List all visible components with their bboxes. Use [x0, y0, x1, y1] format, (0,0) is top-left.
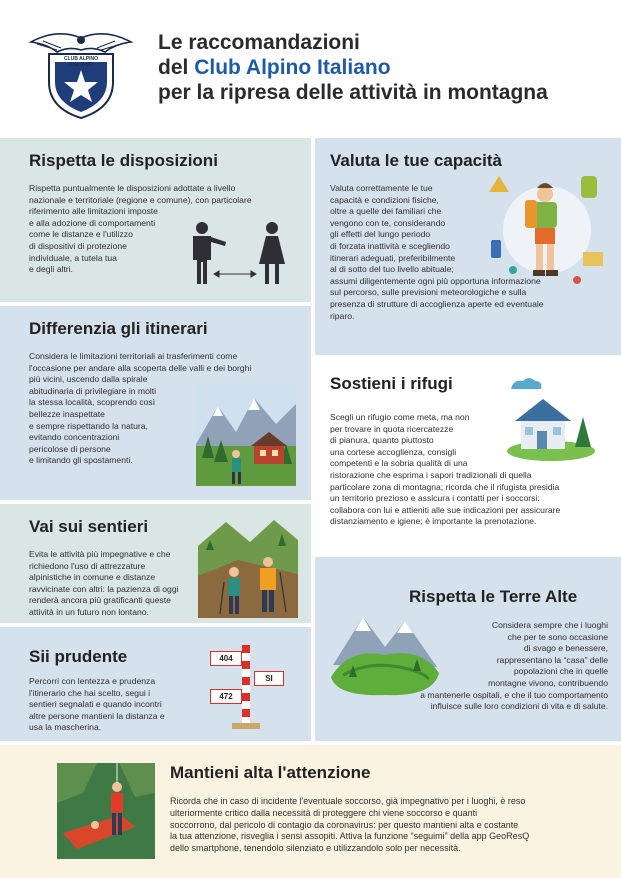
panel-rispetta — [0, 138, 311, 302]
text-line: e degli altri. — [29, 264, 73, 275]
sign-404: 404 — [210, 651, 242, 666]
text-line: la tua attenzione, risveglia i sensi assopiti. Attiva la funzione “seguimi” della app GeoResQ — [170, 831, 530, 842]
social-distance-illustration — [180, 220, 292, 286]
section-text — [420, 620, 608, 713]
text-line: soccorrono, dal pericolo di contagio da coronavirus: per questo mantieni alta e costante — [170, 819, 519, 830]
text-line: una cortese accoglienza, consigli — [330, 446, 457, 457]
text-line: sul percorso, sulle previsioni meteorologiche e sulla — [330, 287, 527, 298]
text-line: distanziamento e igiene; è importante la prenotazione. — [330, 516, 537, 527]
text-line: e limitando gli spostamenti. — [29, 455, 133, 466]
tent-icon — [489, 176, 509, 192]
text-line: itinerari adeguati, preferibilmente — [330, 252, 456, 263]
section-title: Vai sui sentieri — [29, 517, 149, 536]
text-line: rappresentano la “casa” delle — [496, 654, 608, 665]
section-text — [29, 676, 165, 734]
title-line-2 — [158, 55, 548, 80]
woman-figure-icon — [259, 222, 285, 284]
text-line: presenza di strutture di accoglienza aperte ed eventuale — [330, 298, 544, 309]
panel-prudente — [0, 627, 311, 741]
text-line: Rispetta puntualmente le disposizioni adottate a livello — [29, 183, 236, 193]
panel-valuta — [315, 138, 621, 355]
text-line: richiedono l'uso di attrezzature — [29, 560, 146, 571]
text-line: attività in un futuro non lontano. — [29, 606, 149, 617]
text-line: l'itinerario che hai scelto, segui i — [29, 687, 151, 698]
text-line: renderà ancora più gratificanti queste — [29, 595, 171, 606]
text-line: collabora con lui e attieniti alle sue indicazioni per assicurare — [330, 504, 561, 515]
panel-sentieri — [0, 504, 311, 623]
cloud-icon — [511, 378, 541, 389]
text-line: influisce sulle loro condizioni di vita e di salute. — [430, 701, 608, 712]
distance-arrow-icon — [214, 271, 256, 277]
text-line: Considera sempre che i luoghi — [491, 620, 608, 630]
title-line-1: Le raccomandazioni — [158, 31, 360, 54]
title-pre: del — [158, 56, 195, 79]
panel-attenzione — [0, 745, 621, 878]
text-line: usa la mascherina. — [29, 722, 102, 733]
text-line: Considera le limitazioni territoriali ai trasferimenti come — [29, 351, 238, 361]
man-figure-icon — [193, 222, 226, 284]
text-line: dello smartphone, tenendolo silenziato e utilizzandolo solo per necessità. — [170, 843, 461, 854]
rescue-illustration — [57, 763, 155, 859]
section-text — [170, 796, 529, 855]
section-title: Differenzia gli itinerari — [29, 319, 208, 338]
map-icon — [583, 252, 603, 266]
text-line: ristorazione che esprima i sapori tradizionali di quella — [330, 469, 532, 480]
section-title: Rispetta le Terre Alte — [409, 587, 578, 606]
text-line: per trovare in quota ricercatezze — [330, 423, 454, 434]
section-title: Valuta le tue capacità — [330, 151, 502, 170]
text-line: particolare zona di montagna; ricorda che il rifugista presidia — [330, 481, 560, 492]
sign-si: SI — [254, 671, 284, 686]
text-line: vengono con te, considerando — [330, 217, 446, 228]
section-title: Rispetta le disposizioni — [29, 151, 218, 170]
section-title: Mantieni alta l'attenzione — [170, 763, 371, 782]
text-line: Evita le attività più impegnative e che — [29, 549, 171, 559]
hiker-gear-illustration — [485, 170, 610, 288]
title-line-3: per la ripresa delle attività in montagna — [158, 81, 548, 104]
text-line: popolazioni che in quelle — [513, 666, 608, 677]
text-line: assumi diligentemente ogni più opportuna informazione — [330, 275, 541, 286]
hikers-illustration — [198, 516, 298, 618]
text-line: un territorio prezioso e assicura i contatti per i soccorsi: — [330, 493, 540, 504]
text-line: di forzata inattività e scegliendo — [330, 240, 450, 251]
text-line: che per te sono occasione — [507, 631, 608, 642]
text-line: oltre a quelle dei familiari che — [330, 206, 442, 217]
text-line: montagne vivono, contribuendo — [488, 677, 608, 688]
text-line: pericolose di persone — [29, 443, 111, 454]
backpack-icon — [581, 176, 597, 198]
text-line: al di sotto del tuo livello abituale; — [330, 264, 454, 275]
village-landscape-illustration — [196, 384, 296, 486]
brand-name: Club Alpino Italiano — [194, 56, 391, 79]
text-line: ulteriormente critico dalla necessità di proteggere chi viene soccorso e quanti — [170, 807, 478, 818]
text-line: Valuta correttamente le tue — [330, 183, 433, 193]
text-line: la stessa località, scoprendo così — [29, 397, 156, 408]
text-line: sentieri segnalati e quando incontri — [29, 699, 162, 710]
text-line: più vicini, uscendo dalla spirale — [29, 374, 148, 385]
signpost-pole — [242, 645, 250, 725]
section-title: Sii prudente — [29, 647, 128, 666]
page-title — [158, 30, 548, 105]
text-line: altre persone mantieni la distanza e — [29, 710, 165, 721]
text-line: di dispositivi di protezione — [29, 240, 127, 251]
text-line: l'occasione per andare alla scoperta delle valli e dei borghi — [29, 362, 252, 373]
text-line: di svago e benessere, — [523, 643, 608, 654]
trail-signpost — [204, 645, 294, 731]
text-line: a mantenerle ospitali, e che il tuo comportamento — [420, 689, 608, 700]
eagle-shield-icon — [27, 24, 135, 122]
text-line: capacità e condizioni fisiche, — [330, 194, 439, 205]
text-line: di pianura, quanto piuttosto — [330, 435, 434, 446]
sign-472: 472 — [210, 689, 242, 704]
text-line: ravvicinate con altri: la pazienza di oggi — [29, 583, 179, 594]
text-line: riferimento alle limitazioni imposte — [29, 206, 158, 217]
text-line: e alla adozione di comportamenti — [29, 217, 156, 228]
cai-logo — [27, 24, 135, 122]
text-line: bellezze inaspettate — [29, 408, 105, 419]
bottle-icon — [491, 240, 501, 258]
text-line: abitudinaria di privilegiare in molti — [29, 385, 157, 396]
text-line: Ricorda che in caso di incidente l'eventuale soccorso, già impegnativo per i luoghi, è reso — [170, 796, 526, 806]
text-line: gli effetti del lungo periodo — [330, 229, 431, 240]
text-line: come le distanze e l'utilizzo — [29, 229, 133, 240]
section-text — [29, 549, 179, 619]
text-line: evitando concentrazioni — [29, 432, 120, 443]
text-line: Scegli un rifugio come meta, ma non — [330, 412, 470, 422]
section-title: Sostieni i rifugi — [330, 374, 453, 393]
text-line: individuale, a tutela tua — [29, 252, 117, 263]
panel-sostieni — [315, 359, 621, 553]
tree-icon — [575, 417, 591, 447]
text-line: competenti e la sobria qualità di una — [330, 458, 468, 469]
high-lands-illustration — [329, 607, 441, 697]
panel-differenzia — [0, 306, 311, 500]
signpost-base — [232, 723, 260, 729]
text-line: nazionale e territoriale (regione e comune), con particolare — [29, 194, 252, 205]
text-line: alpinistiche in comune e distanze — [29, 572, 156, 583]
logo-text: CLUB ALPINO ITALIANO — [64, 56, 98, 68]
panel-terre — [315, 557, 621, 741]
mountain-hut-illustration — [501, 373, 601, 463]
text-line: Percorri con lentezza e prudenza — [29, 676, 156, 686]
text-line: riparo. — [330, 310, 355, 321]
text-line: e sempre rispettando la natura, — [29, 420, 148, 431]
